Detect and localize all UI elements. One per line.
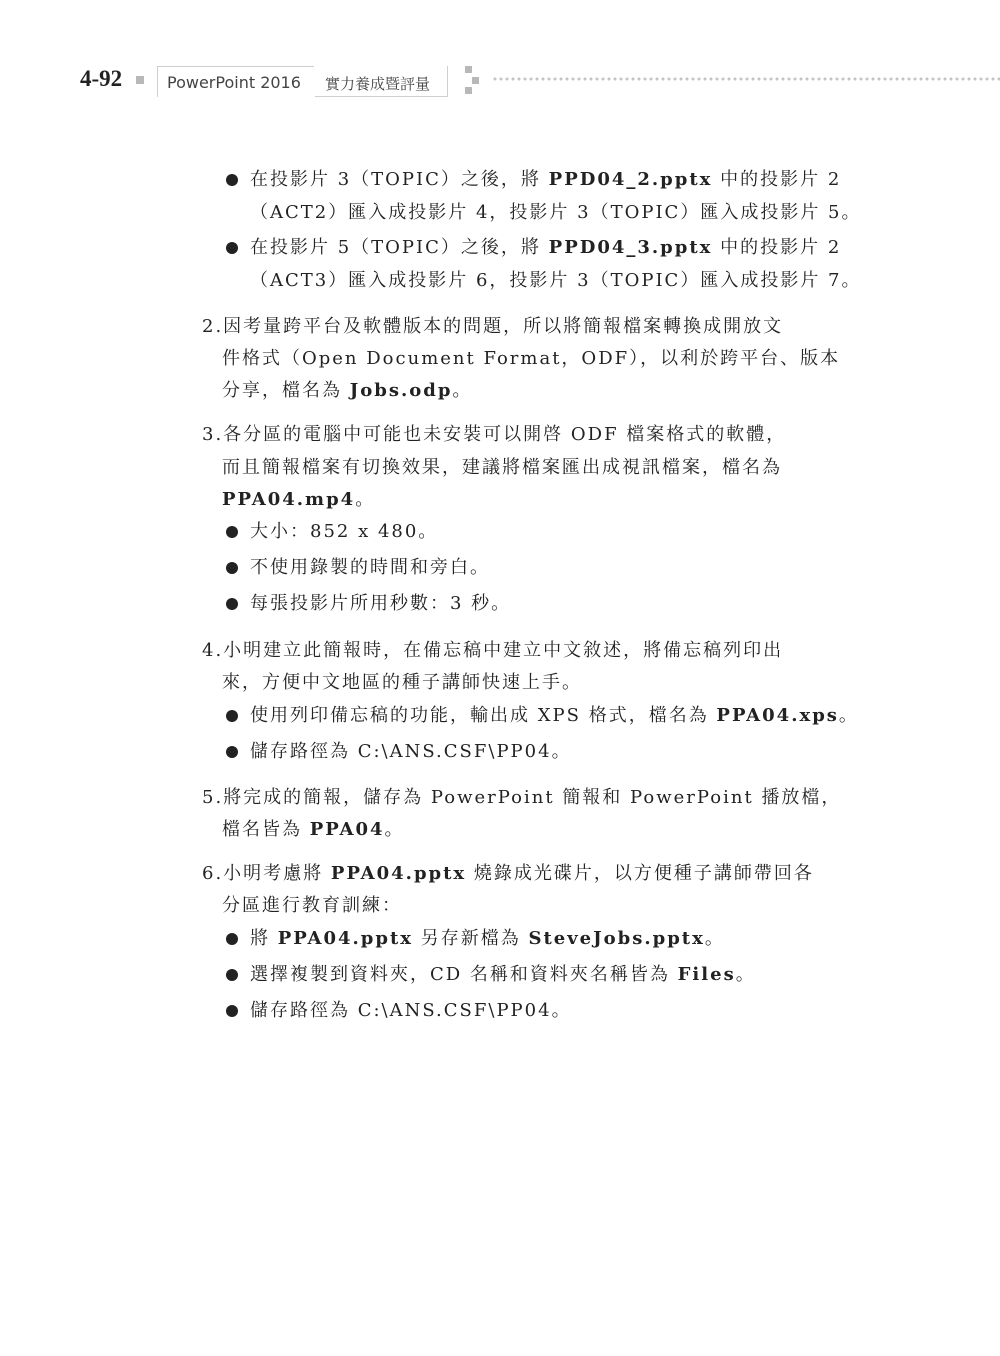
book-subtitle: 實力養成暨評量 — [325, 75, 431, 93]
text-line: 檔名皆為 PPA04。 — [222, 819, 405, 840]
bullet-copy-to-folder: 選擇複製到資料夾，CD 名稱和資料夾名稱皆為 Files。 — [250, 964, 756, 985]
bullet-seconds: 每張投影片所用秒數：3 秒。 — [250, 593, 512, 614]
text-line: 分區進行教育訓練： — [222, 895, 402, 916]
bullet-size: 大小：852 x 480。 — [250, 521, 439, 542]
text-line: 件格式（Open Document Format，ODF），以利於跨平台、版本 — [222, 348, 841, 369]
bullet-save-as: 將 PPA04.pptx 另存新檔為 SteveJobs.pptx。 — [250, 928, 725, 949]
bullet-import-act2: 在投影片 3（TOPIC）之後，將 PPD04_2.pptx 中的投影片 2 — [250, 169, 842, 190]
text-line: （ACT2）匯入成投影片 4，投影片 3（TOPIC）匯入成投影片 5。 — [250, 202, 862, 223]
text-line: 分享，檔名為 Jobs.odp。 — [222, 380, 473, 401]
bullet-print-notes: 使用列印備忘稿的功能，輸出成 XPS 格式，檔名為 PPA04.xps。 — [250, 705, 859, 726]
text-line: PPA04.mp4。 — [222, 489, 376, 510]
text-line: 而且簡報檔案有切換效果，建議將檔案匯出成視訊檔案，檔名為 — [222, 457, 782, 478]
text-line: 來，方便中文地區的種子講師快速上手。 — [222, 672, 582, 693]
bullet-no-narration: 不使用錄製的時間和旁白。 — [250, 557, 490, 578]
header-square-icon — [136, 76, 144, 84]
bullet-import-act3: 在投影片 5（TOPIC）之後，將 PPD04_3.pptx 中的投影片 2 — [250, 237, 842, 258]
text-line: （ACT3）匯入成投影片 6，投影片 3（TOPIC）匯入成投影片 7。 — [250, 270, 862, 291]
list-item-2: 2.因考量跨平台及軟體版本的問題，所以將簡報檔案轉換成開放文 — [202, 316, 784, 337]
header-dotted-rule — [492, 77, 1000, 81]
book-title: PowerPoint 2016 — [167, 73, 301, 92]
list-item-6: 6.小明考慮將 PPA04.pptx 燒錄成光碟片，以方便種子講師帶回各 — [202, 863, 814, 884]
header-square-icon — [472, 77, 479, 84]
book-subtitle-box — [315, 66, 448, 97]
page-header — [0, 60, 1000, 100]
bullet-save-path: 儲存路徑為 C:\ANS.CSF\PP04。 — [250, 741, 572, 762]
list-item-4: 4.小明建立此簡報時，在備忘稿中建立中文敘述，將備忘稿列印出 — [202, 640, 784, 661]
bullet-save-path: 儲存路徑為 C:\ANS.CSF\PP04。 — [250, 1000, 572, 1021]
page-number: 4-92 — [80, 66, 123, 91]
header-square-icon — [465, 66, 472, 73]
list-item-3: 3.各分區的電腦中可能也未安裝可以開啓 ODF 檔案格式的軟體， — [202, 424, 787, 445]
list-item-5: 5.將完成的簡報，儲存為 PowerPoint 簡報和 PowerPoint 播放檔， — [202, 787, 842, 808]
header-square-icon — [465, 87, 472, 94]
